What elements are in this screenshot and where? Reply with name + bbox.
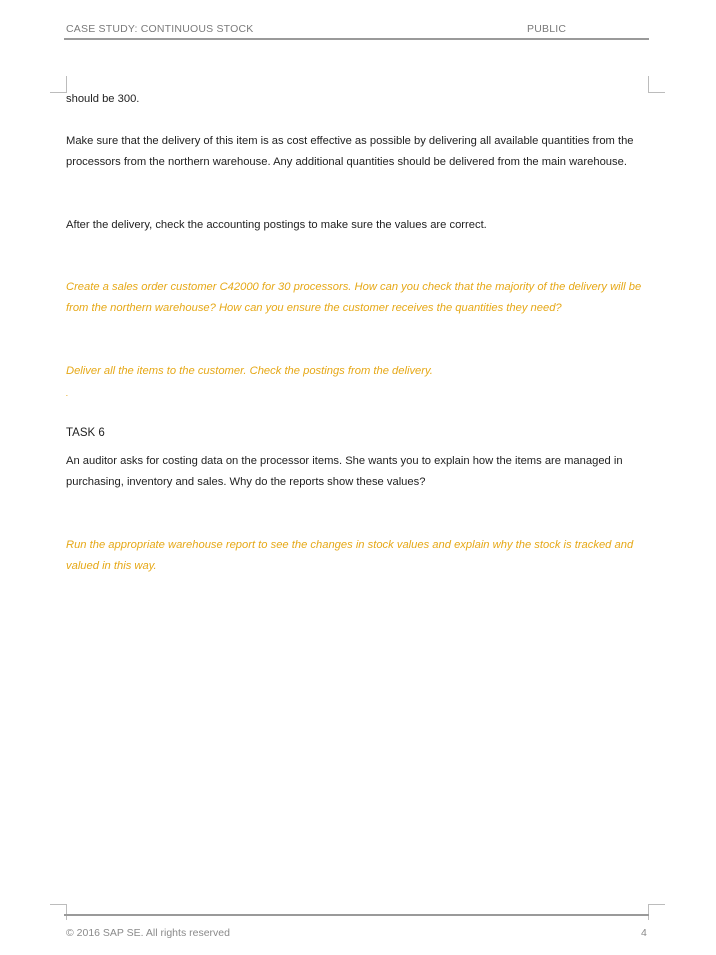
paragraph-delivery-instructions: Make sure that the delivery of this item is as cost effective as possible by delivering all available quantities from the processors from the northern warehouse. Any additional quantities should be delivered from the main warehouse. <box>66 135 634 168</box>
crop-mark-top-left-h <box>50 92 67 93</box>
hint-dot: . <box>66 388 69 398</box>
hint-sales-order: Create a sales order customer C42000 for 30 processors. How can you check that the majority of the delivery will be from the northern warehouse? How can you ensure the customer receives the quantities they need? <box>66 281 642 314</box>
task-title: TASK 6 <box>66 427 105 439</box>
header-classification: PUBLIC <box>527 23 567 35</box>
footer-rule <box>64 914 649 916</box>
paragraph-accounting-check: After the delivery, check the accounting postings to make sure the values are correct. <box>66 219 487 231</box>
crop-mark-bottom-right-h <box>648 904 665 905</box>
crop-mark-bottom-left-h <box>50 904 67 905</box>
crop-mark-bottom-right-v <box>648 904 649 920</box>
header-rule <box>64 38 649 40</box>
paragraph-continuation: should be 300. <box>66 93 140 105</box>
hint-deliver-items: Deliver all the items to the customer. Check the postings from the delivery. <box>66 365 433 377</box>
header-title: CASE STUDY: CONTINUOUS STOCK <box>66 23 254 35</box>
page-number: 4 <box>641 927 647 939</box>
crop-mark-bottom-left-v <box>66 904 67 920</box>
paragraph-auditor-request: An auditor asks for costing data on the processor items. She wants you to explain how the items are managed in purchasing, inventory and sales. Why do the reports show these values? <box>66 455 623 488</box>
footer-copyright: © 2016 SAP SE. All rights reserved <box>66 927 230 939</box>
hint-warehouse-report: Run the appropriate warehouse report to see the changes in stock values and explain why the stock is tracked and valued in this way. <box>66 539 634 572</box>
